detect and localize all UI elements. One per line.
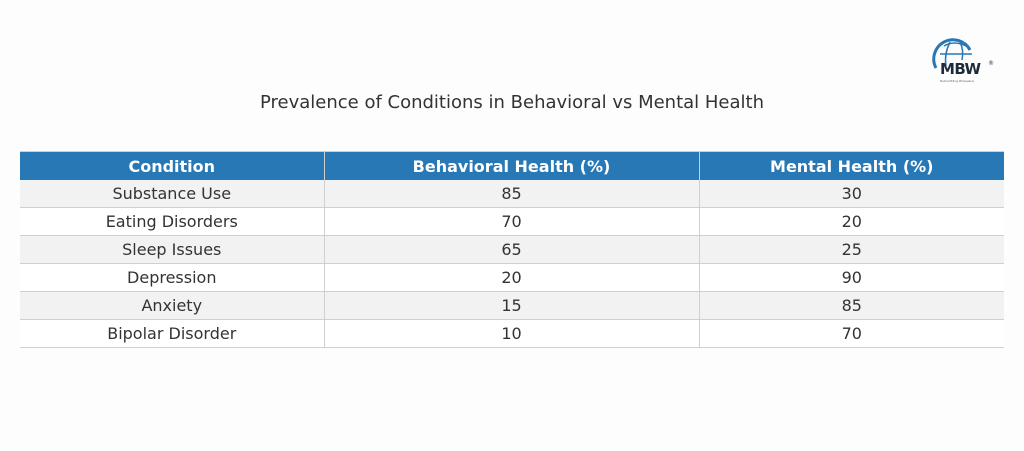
behavioral-value-cell: 20 <box>324 264 699 292</box>
table-body <box>20 180 1004 348</box>
condition-cell: Eating Disorders <box>20 208 324 236</box>
logo-tagline: Medical Billing Wholesalers <box>940 80 975 83</box>
condition-cell: Bipolar Disorder <box>20 320 324 348</box>
logo-registered-mark: ® <box>988 60 994 67</box>
column-header-behavioral-health: Behavioral Health (%) <box>324 152 699 181</box>
behavioral-value-cell: 70 <box>324 208 699 236</box>
mental-value-cell: 25 <box>699 236 1004 264</box>
header-row <box>20 152 1004 181</box>
mental-value-cell: 90 <box>699 264 1004 292</box>
behavioral-value-cell: 65 <box>324 236 699 264</box>
mental-value-cell: 85 <box>699 292 1004 320</box>
table-row <box>20 264 1004 292</box>
mental-value-cell: 20 <box>699 208 1004 236</box>
table-title: Prevalence of Conditions in Behavioral vs Mental Health <box>259 92 765 113</box>
table-row <box>20 208 1004 236</box>
behavioral-value-cell: 15 <box>324 292 699 320</box>
table-row <box>20 292 1004 320</box>
column-header-mental-health: Mental Health (%) <box>699 152 1004 181</box>
condition-cell: Substance Use <box>20 180 324 208</box>
table-row <box>20 180 1004 208</box>
table-row <box>20 236 1004 264</box>
logo-wordmark: MBW <box>940 60 981 78</box>
column-header-condition: Condition <box>20 152 324 181</box>
mental-value-cell: 70 <box>699 320 1004 348</box>
condition-cell: Sleep Issues <box>20 236 324 264</box>
table-header <box>20 152 1004 181</box>
mental-value-cell: 30 <box>699 180 1004 208</box>
condition-cell: Anxiety <box>20 292 324 320</box>
behavioral-value-cell: 85 <box>324 180 699 208</box>
behavioral-value-cell: 10 <box>324 320 699 348</box>
conditions-table <box>20 151 1004 348</box>
table-row <box>20 320 1004 348</box>
condition-cell: Depression <box>20 264 324 292</box>
mbw-logo <box>928 38 994 86</box>
